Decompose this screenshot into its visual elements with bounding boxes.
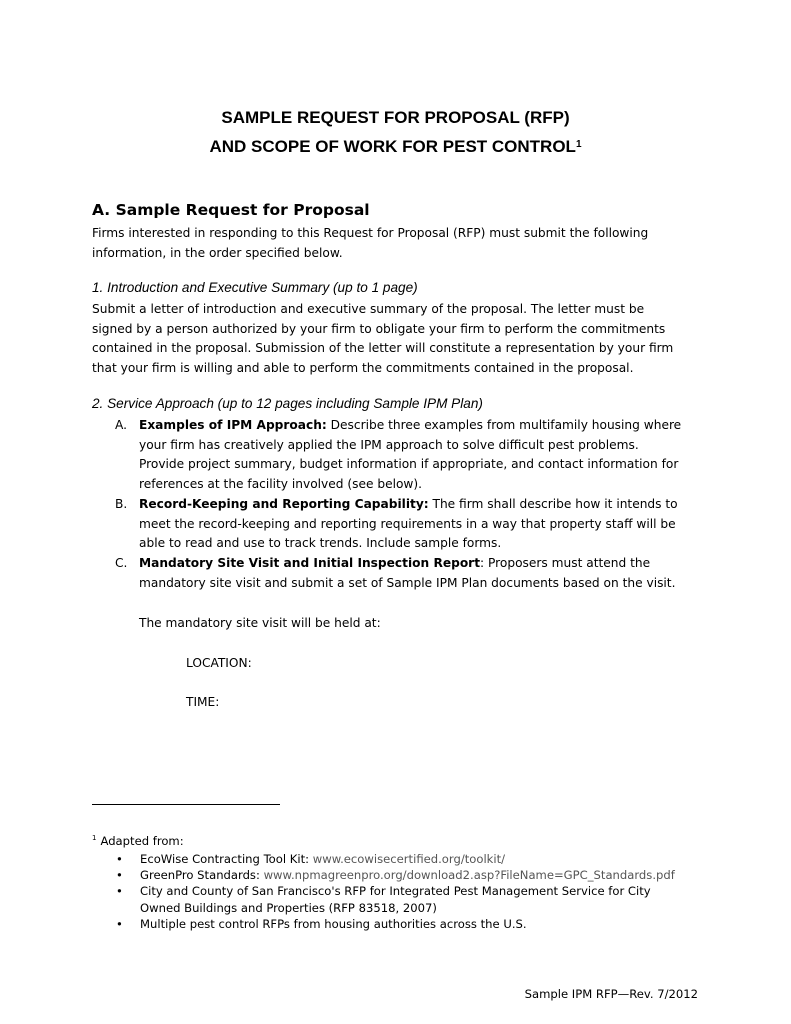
document-title-line-1: SAMPLE REQUEST FOR PROPOSAL (RFP) [221, 108, 570, 127]
list-item-a: A. Examples of IPM Approach: Describe three examples from multifamily housing where your firm has creatively applied the IPM approach to solve difficult pest problems. Provide project summary, budget information if appropriate, and contact information for references at the facility involved (see below). [115, 418, 682, 491]
bullet-icon: • [116, 916, 123, 931]
footnote-separator [92, 804, 280, 805]
document-title-line-2: AND SCOPE OF WORK FOR PEST CONTROL$^1$ [209, 137, 582, 156]
bullet-icon: • [116, 884, 123, 899]
greenpro-link[interactable]: www.npmagreenpro.org/download2.asp?FileName=GPC_Standards.pdf [263, 868, 675, 883]
footnote-item: • GreenPro Standards: www.npmagreenpro.org/download2.asp?FileName=GPC_Standards.pdf [116, 868, 675, 883]
section-a-heading: A. Sample Request for Proposal [92, 201, 370, 219]
site-visit-text: The mandatory site visit will be held at: [139, 616, 381, 630]
footnote-heading: $^1$ Adapted from: [92, 834, 184, 848]
footnote-list [116, 851, 716, 932]
time-label: TIME: [186, 695, 220, 709]
part-2-heading: 2. Service Approach (up to 12 pages including Sample IPM Plan) [92, 396, 483, 411]
bullet-icon: • [116, 852, 123, 866]
footnote-item: • EcoWise Contracting Tool Kit: www.ecowisecertified.org/toolkit/ [116, 852, 506, 866]
footnote-reference: 1 [575, 139, 582, 150]
bullet-icon: • [116, 868, 123, 883]
location-label: LOCATION: [186, 656, 252, 670]
list-item-c: C. Mandatory Site Visit and Initial Inspection Report: Proposers must attend the mandatory site visit and submit a set of Sample IPM Plan documents based on the visit. [115, 556, 676, 590]
footnote-item: • City and County of San Francisco's RFP for Integrated Pest Management Service for City Owned Buildings and Properties (RFP 83518, 2007) [116, 884, 651, 915]
part-1-heading: 1. Introduction and Executive Summary (up to 1 page) [92, 280, 418, 295]
section-a-intro: Firms interested in responding to this Request for Proposal (RFP) must submit the following information, in the order specified below. [92, 226, 649, 260]
list-item-b: B. Record-Keeping and Reporting Capability: The firm shall describe how it intends to meet the record-keeping and reporting requirements in a way that property staff will be able to read and use to track trends. Include sample forms. [115, 497, 678, 551]
footnote-item: • Multiple pest control RFPs from housing authorities across the U.S. [116, 916, 527, 931]
ecowise-link[interactable]: www.ecowisecertified.org/toolkit/ [312, 852, 506, 866]
part-1-paragraph: Submit a letter of introduction and executive summary of the proposal. The letter must be signed by a person authorized by your firm to obligate your firm to perform the commitments contained in the proposal. Submission of the letter will constitute a representation by your firm that your firm is willing and able to perform the commitments contained in the proposal. [92, 302, 674, 375]
page-footer: Sample IPM RFP—Rev. 7/2012 [524, 987, 698, 1001]
